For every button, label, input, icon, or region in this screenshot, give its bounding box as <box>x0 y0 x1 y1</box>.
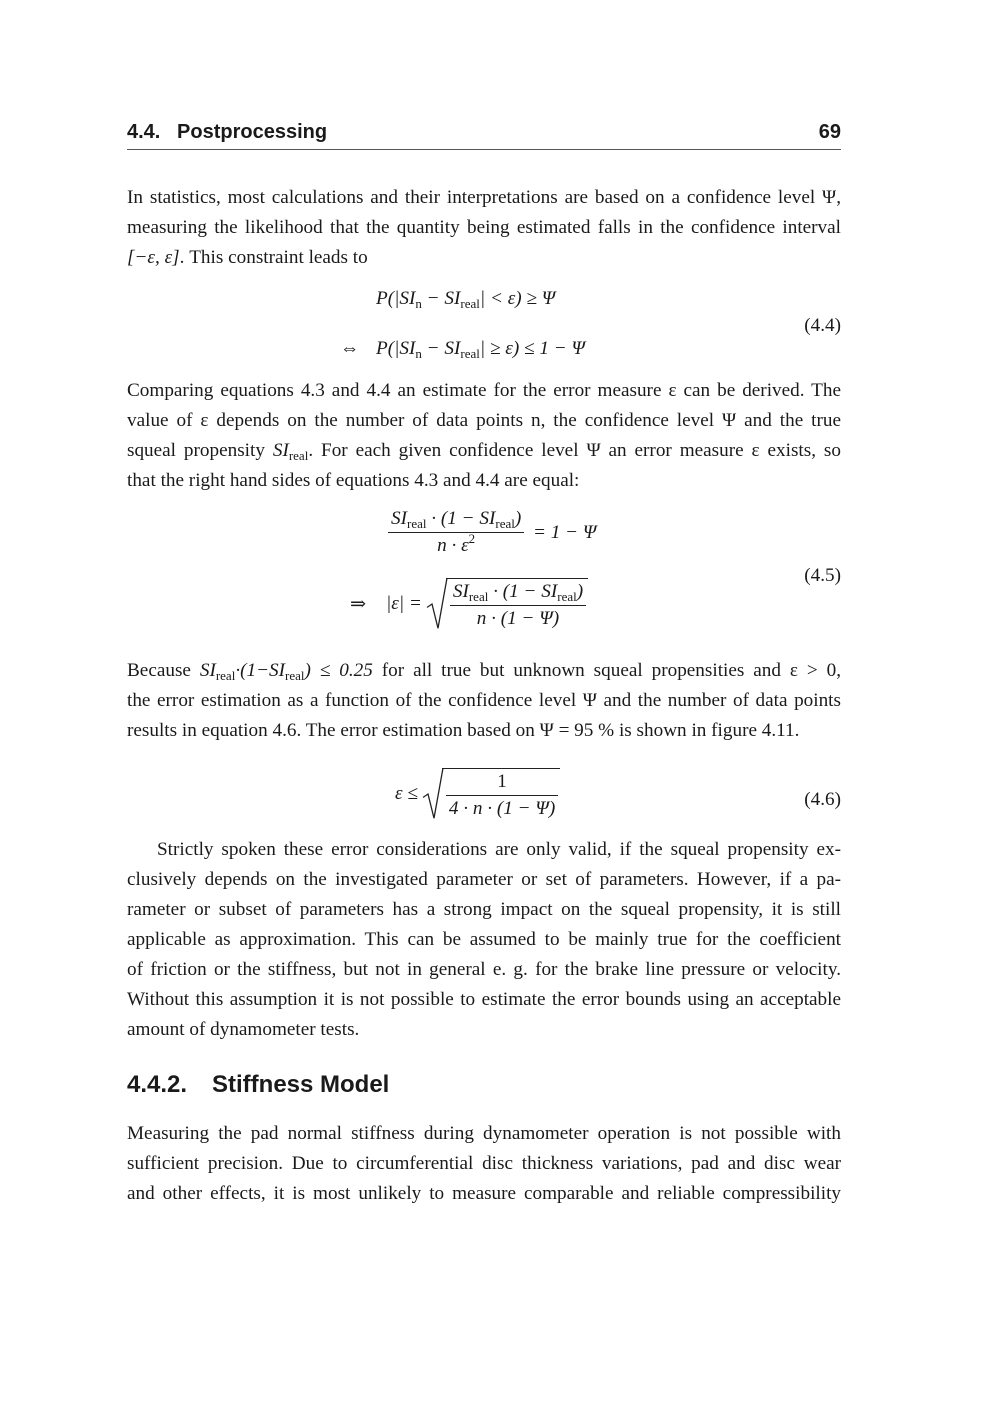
text-line: of friction or the stiffness, but not in general e. g. for the brake line pressure or velocity. <box>127 959 841 980</box>
text-line: Strictly spoken these error considerations are only valid, if the squeal propensity ex- <box>157 839 841 860</box>
paragraph-error-measure <box>127 376 841 496</box>
math-fragment: n · (1 − Ψ) <box>476 608 560 629</box>
text-line: value of ε depends on the number of data points n, the confidence level Ψ and the true <box>127 410 841 431</box>
equation-4-4-line-2 <box>340 338 585 360</box>
math-fragment: P(|SI <box>376 338 416 359</box>
page-number: 69 <box>818 121 841 143</box>
square-root <box>422 768 560 820</box>
math-fragment: ) <box>576 581 584 602</box>
math-fragment: ) <box>514 508 522 529</box>
math-subscript: real <box>557 589 577 604</box>
math-subscript: real <box>288 448 309 463</box>
text-fragment: . This constraint leads to <box>179 247 368 268</box>
math-subscript: n <box>415 296 422 311</box>
text-line: In statistics, most calculations and their interpretations are based on a confidence level Ψ, <box>127 187 841 208</box>
math-fragment: ·(1−SI <box>235 660 286 681</box>
fraction <box>450 581 586 630</box>
radicand <box>446 578 588 630</box>
text-line: results in equation 4.6. The error estimation based on Ψ = 95 % is shown in figure 4.11. <box>127 720 800 741</box>
header-section-title: 4.4. Postprocessing <box>127 121 328 143</box>
text-line: that the right hand sides of equations 4.3 and 4.4 are equal: <box>127 470 580 491</box>
text-line: sufficient precision. Due to circumferential disc thickness variations, pad and disc wear <box>127 1153 841 1174</box>
radical-sign-icon <box>426 578 448 630</box>
interval-math: [−ε, ε] <box>127 247 180 268</box>
text-line: rameter or subset of parameters has a strong impact on the squeal propensity, it is still <box>127 899 841 920</box>
math-fragment: SI <box>199 660 216 681</box>
math-fragment: SI <box>452 581 469 602</box>
square-root <box>426 578 588 630</box>
text-line <box>127 436 841 466</box>
text-line: clusively depends on the investigated parameter or set of parameters. However, if a pa- <box>127 869 841 890</box>
radical-sign-icon <box>422 768 444 820</box>
math-fragment: P(|SI <box>376 288 416 309</box>
text-fragment: for all true but unknown squeal propensities and ε > 0, <box>372 660 841 681</box>
math-subscript: real <box>285 668 305 683</box>
text-line: applicable as approximation. This can be assumed to be mainly true for the coefficient <box>127 929 841 950</box>
section-heading <box>127 1071 389 1099</box>
math-fragment: |ε| = <box>386 593 422 614</box>
equation-number-4-5: (4.5) <box>804 565 841 586</box>
paragraph-confidence-level <box>127 183 841 273</box>
math-subscript: real <box>406 516 427 531</box>
math-subscript: real <box>468 589 489 604</box>
equation-4-4-line-1 <box>376 288 555 310</box>
fraction <box>388 508 524 557</box>
text-line <box>127 656 841 686</box>
running-header <box>127 121 841 150</box>
math-fragment: SI <box>391 508 407 529</box>
paragraph-stiffness <box>127 1119 841 1209</box>
fraction-numerator: 1 <box>446 771 558 796</box>
math-fragment: | < ε) ≥ Ψ <box>479 288 556 309</box>
text-line: amount of dynamometer tests. <box>127 1019 360 1040</box>
math-fragment: SI <box>272 440 289 461</box>
math-subscript: real <box>495 516 515 531</box>
text-line: Without this assumption it is not possible to estimate the error bounds using an acceptable <box>127 989 841 1010</box>
fraction-numerator <box>450 581 586 606</box>
paragraph-validity <box>127 835 841 1045</box>
fraction <box>446 771 558 820</box>
math-subscript: real <box>460 296 480 311</box>
math-subscript: real <box>215 668 236 683</box>
math-subscript: n <box>415 346 422 361</box>
math-fragment: 4 · n · (1 − Ψ) <box>448 798 556 819</box>
radicand <box>442 768 560 820</box>
math-fragment: | ≥ ε) ≤ 1 − Ψ <box>479 338 585 359</box>
equation-4-6 <box>395 768 560 820</box>
equation-number-4-6: (4.6) <box>804 789 841 810</box>
text-fragment: squeal propensity <box>127 440 273 461</box>
text-fragment: Because <box>127 660 200 681</box>
paragraph-error-estimation <box>127 656 841 746</box>
fraction-numerator <box>388 508 524 533</box>
math-subscript: real <box>460 346 480 361</box>
text-line: Measuring the pad normal stiffness during dynamometer operation is not possible with <box>127 1123 841 1144</box>
math-fragment: = 1 − Ψ <box>533 521 597 543</box>
math-fragment: ε ≤ <box>395 783 418 804</box>
fraction-denominator <box>388 533 524 557</box>
implies-symbol: ⇒ <box>350 594 367 615</box>
equation-number-4-4: (4.4) <box>804 315 841 336</box>
text-line: the error estimation as a function of the confidence level Ψ and the number of data points <box>127 690 841 711</box>
math-fragment: − SI <box>421 288 461 309</box>
text-fragment: . For each given confidence level Ψ an error measure ε exists, so <box>308 440 841 461</box>
math-fragment: n · ε <box>437 535 469 556</box>
text-line: measuring the likelihood that the quantity being estimated falls in the confidence interval <box>127 217 841 238</box>
text-line: and other effects, it is most unlikely to measure comparable and reliable compressibility <box>127 1183 841 1204</box>
math-fragment: − SI <box>421 338 461 359</box>
fraction-denominator <box>446 796 558 820</box>
equivalence-symbol: ⇔ <box>340 338 360 359</box>
text-line <box>127 243 841 273</box>
equation-4-5-line-1 <box>388 508 596 557</box>
text-line: Comparing equations 4.3 and 4.4 an estimate for the error measure ε can be derived. The <box>127 380 841 401</box>
math-fragment: ) ≤ 0.25 <box>304 660 373 681</box>
math-superscript: 2 <box>468 531 476 546</box>
math-fragment: · (1 − SI <box>426 508 496 529</box>
equation-4-5-line-2 <box>350 578 588 630</box>
section-number: 4.4.2. <box>127 1071 188 1098</box>
section-title: Stiffness Model <box>212 1071 390 1098</box>
math-fragment: · (1 − SI <box>488 581 558 602</box>
fraction-denominator <box>450 606 586 630</box>
